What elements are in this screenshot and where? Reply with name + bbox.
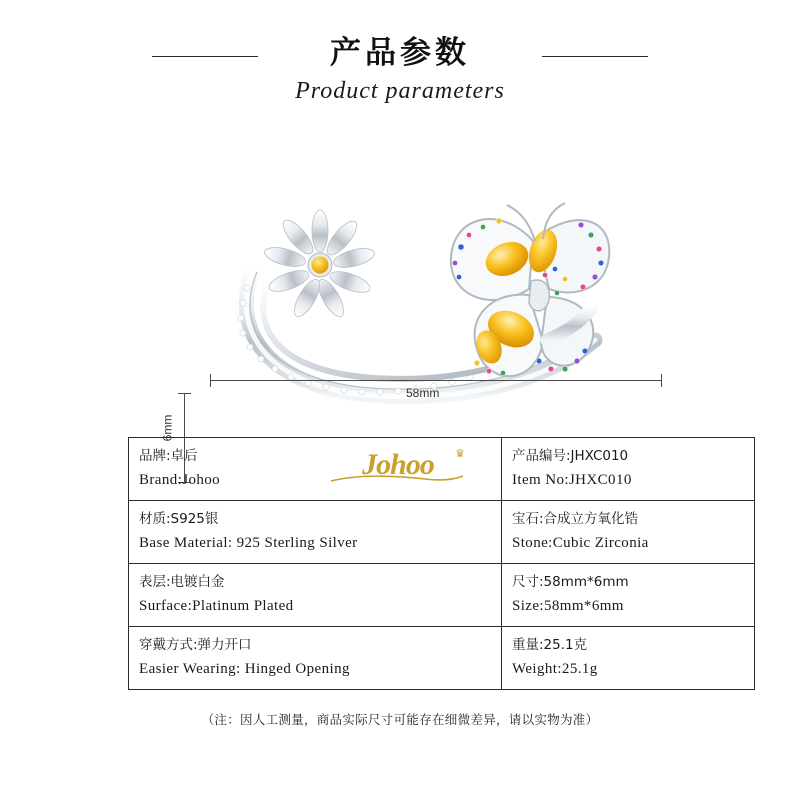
spec-cell-wearing xyxy=(129,627,502,690)
spec-item-no-en: Item No:JHXC010 xyxy=(512,472,632,488)
brand-logo-swash xyxy=(329,474,467,484)
spec-surface-en: Surface:Platinum Plated xyxy=(139,598,294,614)
spec-cell-surface xyxy=(129,564,502,627)
table-row xyxy=(129,564,755,627)
spec-brand-cn: 品牌:卓后 xyxy=(139,448,198,464)
spec-brand-en: Brand:Johoo xyxy=(139,472,221,488)
spec-surface-cn: 表层:电镀白金 xyxy=(139,574,225,590)
spec-stone-en: Stone:Cubic Zirconia xyxy=(512,535,649,551)
spec-cell-item-no xyxy=(502,438,755,501)
spec-stone-cn: 宝石:合成立方氧化锆 xyxy=(512,511,639,527)
spec-cell-material xyxy=(129,501,502,564)
spec-size-cn: 尺寸:58mm*6mm xyxy=(512,574,629,590)
crown-icon: ♛ xyxy=(455,448,465,460)
spec-item-no-cn: 产品编号:JHXC010 xyxy=(512,448,629,464)
width-dimension-cap-right xyxy=(661,374,662,387)
brand-logo xyxy=(323,442,473,488)
table-row xyxy=(129,501,755,564)
title-rule-left xyxy=(542,56,648,57)
table-row xyxy=(129,438,755,501)
height-dimension-label: 6mm xyxy=(160,414,175,442)
spec-weight-en: Weight:25.1g xyxy=(512,661,598,677)
spec-cell-brand xyxy=(129,438,502,501)
footnote: （注：因人工测量，商品实际尺寸可能存在细微差异，请以实物为准） xyxy=(201,712,599,727)
page-header xyxy=(0,34,800,105)
page-title-cn: 产品参数 xyxy=(330,35,470,71)
spec-material-cn: 材质:S925银 xyxy=(139,511,219,527)
daisy-center-stone xyxy=(312,257,329,274)
spec-cell-weight xyxy=(502,627,755,690)
width-dimension-line xyxy=(210,380,662,381)
daisy-flower xyxy=(263,210,377,320)
height-dimension-cap-top xyxy=(178,393,191,394)
spec-cell-stone xyxy=(502,501,755,564)
brand-logo-word: Johoo xyxy=(362,448,434,481)
spec-weight-cn: 重量:25.1克 xyxy=(512,637,588,653)
spec-cell-size xyxy=(502,564,755,627)
table-row xyxy=(129,627,755,690)
spec-wearing-cn: 穿戴方式:弹力开口 xyxy=(139,637,252,653)
butterfly-ornament xyxy=(451,203,609,376)
spec-table xyxy=(128,437,755,690)
spec-size-en: Size:58mm*6mm xyxy=(512,598,624,614)
spec-wearing-en: Easier Wearing: Hinged Opening xyxy=(139,661,350,677)
width-dimension-label: 58mm xyxy=(406,386,440,400)
page-title-en: Product parameters xyxy=(295,78,505,104)
width-dimension xyxy=(210,372,662,402)
width-dimension-cap-left xyxy=(210,374,211,387)
title-rule-right xyxy=(152,56,258,57)
spec-material-en: Base Material: 925 Sterling Silver xyxy=(139,535,358,551)
